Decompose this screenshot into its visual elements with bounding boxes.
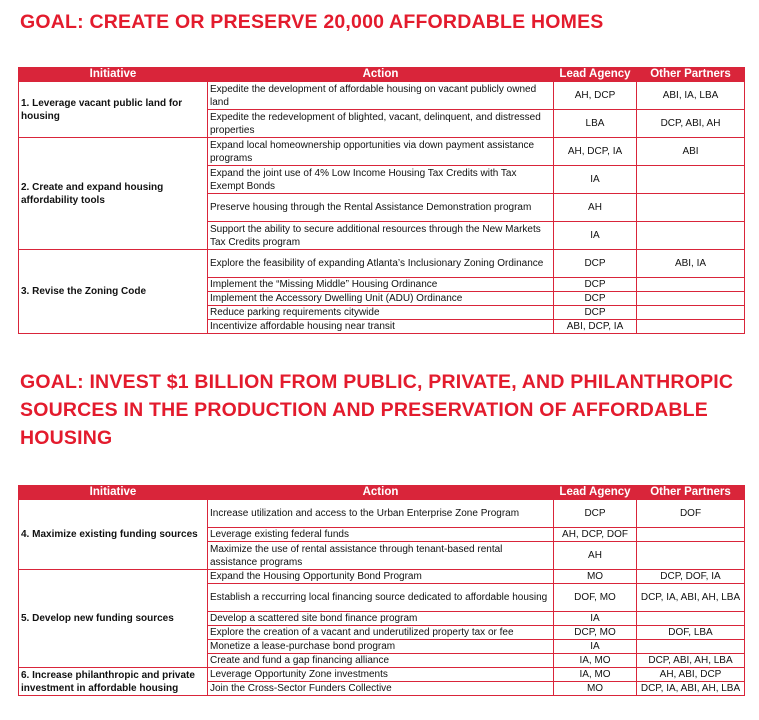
action-cell: Expand local homeownership opportunities via down payment assistance programs: [208, 138, 554, 166]
action-cell: Preserve housing through the Rental Assistance Demonstration program: [208, 194, 554, 222]
initiative-cell: 5. Develop new funding sources: [19, 570, 208, 668]
lead-agency-cell: DCP: [554, 292, 637, 306]
table-row: [19, 500, 745, 528]
partners-cell: ABI, IA: [637, 250, 745, 278]
lead-agency-cell: DCP, MO: [554, 626, 637, 640]
lead-agency-cell: DCP: [554, 250, 637, 278]
action-cell: Leverage Opportunity Zone investments: [208, 668, 554, 682]
header-other-partners: Other Partners: [637, 486, 745, 500]
table-row: [19, 570, 745, 584]
lead-agency-cell: MO: [554, 570, 637, 584]
table-row: [19, 668, 745, 682]
partners-cell: DOF: [637, 500, 745, 528]
lead-agency-cell: DCP: [554, 500, 637, 528]
initiative-cell: 1. Leverage vacant public land for housing: [19, 82, 208, 138]
initiative-cell: 6. Increase philanthropic and private investment in affordable housing: [19, 668, 208, 696]
partners-cell: [637, 640, 745, 654]
lead-agency-cell: DCP: [554, 278, 637, 292]
partners-cell: [637, 612, 745, 626]
table-header-row: [19, 68, 745, 82]
partners-cell: [637, 222, 745, 250]
partners-cell: DCP, IA, ABI, AH, LBA: [637, 584, 745, 612]
goal-2-table: [18, 485, 745, 696]
header-other-partners: Other Partners: [637, 68, 745, 82]
partners-cell: DCP, ABI, AH: [637, 110, 745, 138]
partners-cell: [637, 292, 745, 306]
table-row: [19, 82, 745, 110]
partners-cell: [637, 528, 745, 542]
action-cell: Establish a reccurring local financing source dedicated to affordable housing: [208, 584, 554, 612]
lead-agency-cell: IA: [554, 640, 637, 654]
action-cell: Increase utilization and access to the Urban Enterprise Zone Program: [208, 500, 554, 528]
initiative-cell: 3. Revise the Zoning Code: [19, 250, 208, 334]
action-cell: Explore the creation of a vacant and underutilized property tax or fee: [208, 626, 554, 640]
action-cell: Explore the feasibility of expanding Atlanta’s Inclusionary Zoning Ordinance: [208, 250, 554, 278]
partners-cell: DCP, ABI, AH, LBA: [637, 654, 745, 668]
partners-cell: [637, 194, 745, 222]
partners-cell: DOF, LBA: [637, 626, 745, 640]
lead-agency-cell: MO: [554, 682, 637, 696]
lead-agency-cell: IA, MO: [554, 668, 637, 682]
action-cell: Develop a scattered site bond finance program: [208, 612, 554, 626]
partners-cell: ABI, IA, LBA: [637, 82, 745, 110]
header-initiative: Initiative: [19, 68, 208, 82]
action-cell: Implement the “Missing Middle” Housing Ordinance: [208, 278, 554, 292]
lead-agency-cell: LBA: [554, 110, 637, 138]
action-cell: Create and fund a gap financing alliance: [208, 654, 554, 668]
goal-1-heading: GOAL: CREATE OR PRESERVE 20,000 AFFORDABLE HOMES: [20, 11, 604, 33]
initiative-cell: 2. Create and expand housing affordability tools: [19, 138, 208, 250]
header-action: Action: [208, 486, 554, 500]
header-initiative: Initiative: [19, 486, 208, 500]
action-cell: Incentivize affordable housing near transit: [208, 320, 554, 334]
partners-cell: AH, ABI, DCP: [637, 668, 745, 682]
header-lead-agency: Lead Agency: [554, 68, 637, 82]
lead-agency-cell: AH, DCP, IA: [554, 138, 637, 166]
table-row: [19, 250, 745, 278]
lead-agency-cell: ABI, DCP, IA: [554, 320, 637, 334]
goal-2-heading: GOAL: INVEST $1 BILLION FROM PUBLIC, PRIVATE, AND PHILANTHROPIC SOURCES IN THE PRODUCTION AND PRESERVATION OF AFFORDABLE HOUSING: [20, 371, 734, 449]
lead-agency-cell: AH: [554, 542, 637, 570]
partners-cell: [637, 166, 745, 194]
action-cell: Support the ability to secure additional resources through the New Markets Tax Credits program: [208, 222, 554, 250]
action-cell: Maximize the use of rental assistance through tenant-based rental assistance programs: [208, 542, 554, 570]
partners-cell: [637, 278, 745, 292]
partners-cell: DCP, DOF, IA: [637, 570, 745, 584]
header-lead-agency: Lead Agency: [554, 486, 637, 500]
lead-agency-cell: AH, DCP: [554, 82, 637, 110]
action-cell: Expand the Housing Opportunity Bond Program: [208, 570, 554, 584]
action-cell: Monetize a lease-purchase bond program: [208, 640, 554, 654]
partners-cell: [637, 320, 745, 334]
header-action: Action: [208, 68, 554, 82]
lead-agency-cell: IA, MO: [554, 654, 637, 668]
action-cell: Implement the Accessory Dwelling Unit (ADU) Ordinance: [208, 292, 554, 306]
action-cell: Reduce parking requirements citywide: [208, 306, 554, 320]
goal-1-table: [18, 67, 745, 334]
action-cell: Join the Cross-Sector Funders Collective: [208, 682, 554, 696]
action-cell: Expedite the redevelopment of blighted, vacant, delinquent, and distressed properties: [208, 110, 554, 138]
initiative-cell: 4. Maximize existing funding sources: [19, 500, 208, 570]
lead-agency-cell: IA: [554, 166, 637, 194]
lead-agency-cell: AH, DCP, DOF: [554, 528, 637, 542]
partners-cell: ABI: [637, 138, 745, 166]
partners-cell: [637, 542, 745, 570]
partners-cell: [637, 306, 745, 320]
partners-cell: DCP, IA, ABI, AH, LBA: [637, 682, 745, 696]
table-header-row: [19, 486, 745, 500]
table-row: [19, 138, 745, 166]
action-cell: Leverage existing federal funds: [208, 528, 554, 542]
lead-agency-cell: AH: [554, 194, 637, 222]
lead-agency-cell: DCP: [554, 306, 637, 320]
action-cell: Expedite the development of affordable housing on vacant publicly owned land: [208, 82, 554, 110]
lead-agency-cell: DOF, MO: [554, 584, 637, 612]
action-cell: Expand the joint use of 4% Low Income Housing Tax Credits with Tax Exempt Bonds: [208, 166, 554, 194]
lead-agency-cell: IA: [554, 222, 637, 250]
lead-agency-cell: IA: [554, 612, 637, 626]
